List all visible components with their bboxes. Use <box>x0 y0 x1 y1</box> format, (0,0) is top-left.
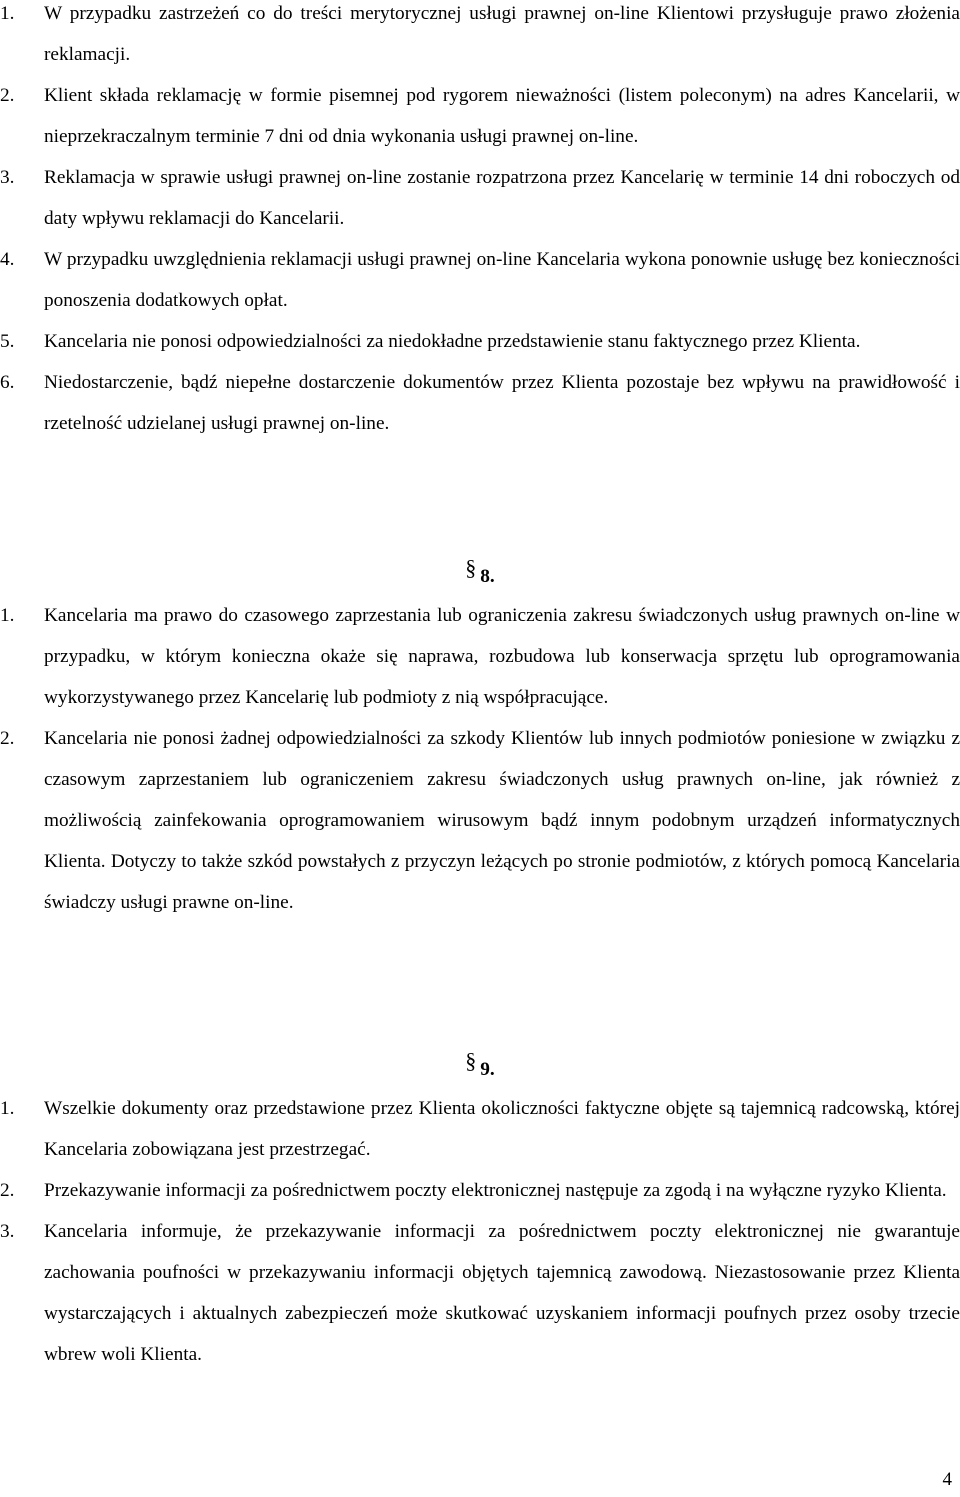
item-number: 6. <box>0 372 15 393</box>
section-number: 9. <box>480 1059 495 1080</box>
item-text: Niedostarczenie, bądź niepełne dostarczenie dokumentów przez Klienta pozostaje bez wpływu na prawidłowość i rzetelność udzielanej usługi prawnej on-line. <box>44 372 960 434</box>
item-number: 2. <box>0 728 15 749</box>
list-item <box>0 718 960 923</box>
section-symbol: § <box>465 555 477 580</box>
item-text: Klient składa reklamację w formie pisemnej pod rygorem nieważności (listem poleconym) na adres Kancelarii, w nieprzekraczalnym terminie 7 dni od dnia wykonania usługi prawnej on-line. <box>44 85 960 147</box>
list-item <box>0 1088 960 1170</box>
section-symbol: § <box>465 1048 477 1073</box>
section-number: 8. <box>480 566 495 587</box>
item-number: 1. <box>0 1098 15 1119</box>
list-item <box>0 1211 960 1375</box>
list-item <box>0 157 960 239</box>
item-number: 1. <box>0 3 15 24</box>
item-text: Kancelaria nie ponosi odpowiedzialności za niedokładne przedstawienie stanu faktycznego przez Klienta. <box>44 331 861 352</box>
item-number: 2. <box>0 85 15 106</box>
list-item <box>0 75 960 157</box>
item-number: 3. <box>0 167 15 188</box>
list-item <box>0 1170 960 1211</box>
section-9-heading <box>0 1047 960 1090</box>
section-7-list <box>0 0 960 444</box>
list-item <box>0 0 960 75</box>
item-number: 3. <box>0 1221 15 1242</box>
section-8-list <box>0 595 960 923</box>
list-item <box>0 239 960 321</box>
list-item <box>0 595 960 718</box>
list-item <box>0 321 960 362</box>
item-text: W przypadku uwzględnienia reklamacji usługi prawnej on-line Kancelaria wykona ponownie usługę bez konieczności ponoszenia dodatkowych opłat. <box>44 249 960 311</box>
item-text: Kancelaria nie ponosi żadnej odpowiedzialności za szkody Klientów lub innych podmiotów poniesione w związku z czasowym zaprzestaniem lub ograniczeniem zakresu świadczonych usług prawnych on-line, jak również z możliwością zainfekowania oprogramowaniem wirusowym bądź innym podobnym urządzeń informatycznych Klienta. Dotyczy to także szkód powstałych z przyczyn leżących po stronie podmiotów, z których pomocą Kancelaria świadczy usługi prawne on-line. <box>44 728 960 913</box>
item-text: Kancelaria informuje, że przekazywanie informacji za pośrednictwem poczty elektronicznej nie gwarantuje zachowania poufności w przekazywaniu informacji objętych tajemnicą zawodową. Niezastosowanie przez Klienta wystarczających i aktualnych zabezpieczeń może skutkować uzyskaniem informacji poufnych przez osoby trzecie wbrew woli Klienta. <box>44 1221 960 1365</box>
item-text: Przekazywanie informacji za pośrednictwem poczty elektronicznej następuje za zgodą i na wyłączne ryzyko Klienta. <box>44 1180 947 1201</box>
page-number: 4 <box>942 1469 952 1490</box>
item-number: 1. <box>0 605 15 626</box>
item-text: Reklamacja w sprawie usługi prawnej on-line zostanie rozpatrzona przez Kancelarię w terminie 14 dni roboczych od daty wpływu reklamacji do Kancelarii. <box>44 167 960 229</box>
item-number: 2. <box>0 1180 15 1201</box>
item-number: 4. <box>0 249 15 270</box>
section-9-list <box>0 1088 960 1375</box>
item-text: W przypadku zastrzeżeń co do treści merytorycznej usługi prawnej on-line Klientowi przysługuje prawo złożenia reklamacji. <box>44 3 960 65</box>
section-8-heading <box>0 554 960 597</box>
list-item <box>0 362 960 444</box>
item-number: 5. <box>0 331 15 352</box>
item-text: Wszelkie dokumenty oraz przedstawione przez Klienta okoliczności faktyczne objęte są tajemnicą radcowską, której Kancelaria zobowiązana jest przestrzegać. <box>44 1098 960 1160</box>
item-text: Kancelaria ma prawo do czasowego zaprzestania lub ograniczenia zakresu świadczonych usług prawnych on-line w przypadku, w którym konieczna okaże się naprawa, rozbudowa lub konserwacja sprzętu lub oprogramowania wykorzystywanego przez Kancelarię lub podmioty z nią współpracujące. <box>44 605 960 708</box>
